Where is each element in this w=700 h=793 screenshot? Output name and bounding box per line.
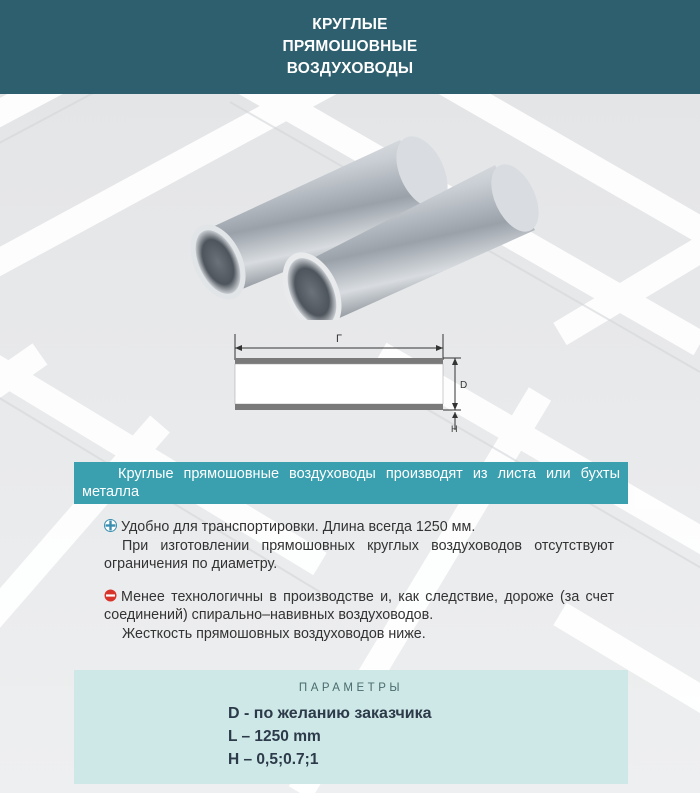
disadvantage-text: Менее технологичны в производстве и, как следствие, дороже (за счет соединений) спирально–навивных воздуховодов. [104, 588, 614, 623]
length-label: Г [336, 333, 342, 345]
product-photo-ducts [160, 120, 540, 320]
disadvantage-detail: Жесткость прямошовных воздуховодов ниже. [122, 625, 426, 642]
parameters-heading: ПАРАМЕТРЫ [298, 682, 404, 694]
features-list [104, 518, 614, 643]
banner-text: Круглые прямошовные воздуховоды производят из листа или бухты металла [82, 466, 620, 500]
page-title: КРУГЛЫЕ ПРЯМОШОВНЫЕ ВОЗДУХОВОДЫ [282, 16, 418, 77]
disadvantage-item [104, 588, 614, 625]
parameters-box [74, 670, 628, 784]
thickness-label: Н [451, 424, 458, 434]
dimension-diagram [225, 328, 475, 438]
advantage-item [104, 518, 614, 537]
diameter-label: D [460, 380, 468, 391]
parameters-list [228, 702, 431, 771]
advantage-detail: При изготовлении прямошовных круглых воздуховодов отсутствуют ограничения по диаметру. [104, 537, 614, 572]
advantage-text: Удобно для транспортировки. Длина всегда 1250 мм. [121, 519, 476, 535]
param-thickness: H – 0,5;0.7;1 [228, 751, 319, 768]
minus-icon [104, 589, 117, 602]
plus-icon [104, 519, 117, 532]
param-length: L – 1250 mm [228, 728, 321, 745]
param-diameter: D - по желанию заказчика [228, 705, 432, 722]
info-banner [74, 462, 628, 504]
page-header [0, 0, 700, 94]
